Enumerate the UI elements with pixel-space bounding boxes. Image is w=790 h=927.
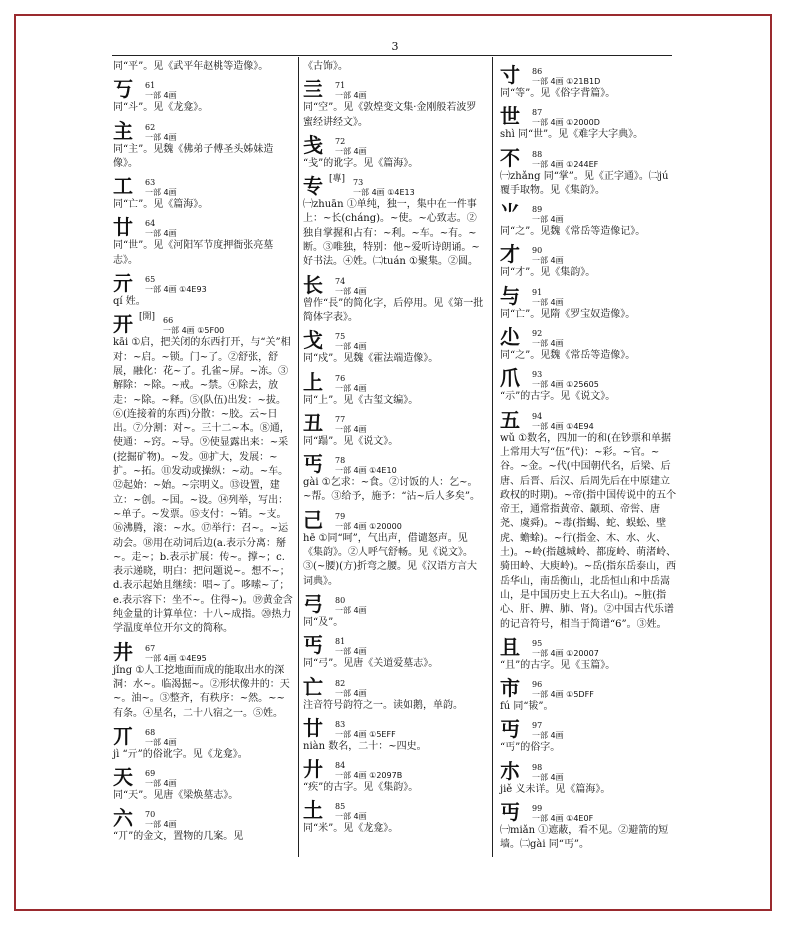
dictionary-entry (500, 198, 678, 239)
radical-stroke-code: 一部 4画 ①2000D (532, 118, 600, 128)
radical-stroke-code: 一部 4画 (145, 91, 177, 101)
dictionary-entry (303, 505, 485, 589)
definition-text: “示”的古字。见《说文》。 (500, 391, 616, 403)
dictionary-entry (113, 637, 293, 721)
entry-header (113, 309, 293, 336)
dictionary-entry (500, 101, 678, 142)
entry-header (500, 405, 678, 432)
radical-stroke-code: 一部 4画 (145, 779, 177, 789)
entry-header (113, 803, 293, 830)
definition-text: 同“上”。见《古玺文编》。 (303, 394, 419, 406)
dictionary-entry (500, 714, 678, 755)
radical-stroke-code: 一部 4画 (532, 772, 564, 782)
radical-stroke-code: 一部 4画 (335, 383, 367, 393)
entry-meta (532, 150, 598, 170)
entry-meta (532, 412, 594, 432)
radical-stroke-code: 一部 4画 (145, 188, 177, 198)
dictionary-entry (303, 795, 485, 836)
header-rule (112, 55, 672, 56)
column-divider (492, 57, 493, 857)
entry-header (303, 408, 485, 435)
entry-number: 97 (532, 721, 543, 731)
radical-stroke-code: 一部 4画 ①4E94 (532, 421, 594, 431)
entry-header (500, 198, 678, 225)
entry-number: 89 (532, 205, 543, 215)
entry-number: 77 (335, 414, 346, 424)
radical-stroke-code: 一部 4画 ①21B1D (532, 77, 601, 86)
headword: ⺌ (500, 201, 520, 226)
entry-meta (335, 637, 367, 657)
entry-number: 67 (145, 643, 156, 653)
headword: 天 (113, 765, 133, 790)
entry-meta (145, 123, 177, 143)
entry-meta (335, 277, 367, 297)
entry-meta (532, 246, 564, 266)
dictionary-entry (500, 632, 678, 673)
entry-meta (532, 108, 600, 128)
entry-number: 80 (335, 595, 346, 605)
entry-meta (335, 456, 397, 476)
radical-stroke-code: 一部 4画 (532, 339, 564, 349)
entry-meta (335, 137, 367, 157)
radical-stroke-code: 一部 4画 ①5F00 (163, 326, 225, 336)
definition-text: jǐng ①人工挖地面而成的能取出水的深洞：水~。临渴掘~。②形状像井的：天~。油~。③整齐，有秩序：~然。~~有条。④星名，二十八宿之一。⑤姓。 (113, 664, 290, 719)
radical-stroke-code: 一部 4画 ①4E13 (353, 188, 415, 198)
entry-number: 90 (532, 246, 543, 256)
radical-stroke-code: 一部 4画 (532, 215, 564, 225)
entry-header (303, 754, 485, 781)
radical-stroke-code: 一部 4画 (335, 812, 367, 822)
entry-meta (532, 205, 564, 225)
entry-header (113, 116, 293, 143)
entry-number: 94 (532, 411, 543, 421)
variant-form: [專] (329, 174, 346, 185)
entry-meta (335, 596, 367, 616)
dictionary-entry (303, 171, 485, 269)
entry-number: 71 (335, 81, 346, 91)
entry-header (303, 630, 485, 657)
entry-meta (353, 178, 415, 198)
definition-text: 同“主”。见魏《佛弟子傅圣头姊妹造像》。 (113, 143, 274, 169)
definition-text: niàn 数名，二十：~四史。 (303, 740, 427, 752)
variant-form: [開] (139, 312, 156, 323)
entry-number: 96 (532, 680, 543, 690)
entry-meta (145, 178, 177, 198)
entry-header (113, 171, 293, 198)
entry-number: 86 (532, 67, 543, 76)
definition-text: 同“弓”。见唐《关道爱墓志》。 (303, 658, 439, 670)
radical-stroke-code: 一部 4画 ①2097B (335, 771, 403, 781)
definition-text: jiě 义未详。见《篇海》。 (500, 783, 611, 795)
radical-stroke-code: 一部 4画 (145, 737, 177, 747)
dictionary-entry (303, 270, 485, 326)
headword: 爪 (500, 366, 520, 391)
dictionary-entry (303, 754, 485, 795)
radical-stroke-code: 一部 4画 (532, 731, 564, 741)
entry-meta (145, 810, 177, 830)
entry-number: 95 (532, 638, 543, 648)
headword: 与 (500, 283, 520, 308)
radical-stroke-code: 一部 4画 (145, 229, 177, 239)
definition-text: kāi ①启，把关闭的东西打开，与“关”相对：~启。~锁。门~了。②舒张，舒展，融化：花~了。孔雀~屏。~冻。③解除：~除。~戒。~禁。④除去，放走：~除。~释。⑤(队伍)出发：~拔。⑥(连接着的东西)分散：~胶。云~日出。⑦分割：对~。三十二~本。⑧通，使通：~窍。~导。⑨使显露出来：~采(挖掘矿物)。~发。⑩扩大，发展：~扩。~拓。⑪发动或操纵：~动。~车。⑫起始：~始。~宗明义。⑬设置，建立：~创。~国。~设。⑭列举，写出：~单子。~发票。⑮支付：~销。~支。⑯沸腾，滚：~水。⑰举行：召~。~运动会。⑱用在动词后边(a.表示分离：掰~。走~；b.表示扩展：传~。撑~；c.表示递晓，明白：把问题说~。想不~；d.表示起始且继续：唱~了。哆嗦~了；e.表示容下：坐不~。住得~)。⑲黄金含纯金量的计算单位：十八~成指。⑳热力学温度单位开尔文的简称。 (113, 337, 293, 635)
column-divider (298, 57, 299, 857)
radical-stroke-code: 一部 4画 ①5EFF (335, 729, 396, 739)
entry-number: 61 (145, 81, 156, 91)
column-1 (113, 60, 293, 845)
headword: 六 (113, 806, 133, 831)
entry-header (303, 795, 485, 822)
dictionary-entry (113, 116, 293, 172)
entry-meta (335, 720, 396, 740)
dictionary-entry (500, 239, 678, 280)
entry-header (303, 270, 485, 297)
entry-header (113, 74, 293, 101)
dictionary-entry (303, 408, 485, 449)
headword: 市 (500, 676, 520, 701)
headword: 开 (113, 312, 133, 337)
headword: 弓 (303, 591, 323, 616)
headword: 丐 (303, 452, 323, 477)
entry-meta (145, 728, 177, 748)
continued-text: 同“平”。见《武平年赵桃等造像》。 (113, 61, 269, 72)
dictionary-entry (113, 762, 293, 803)
entry-header (500, 673, 678, 700)
entry-header (500, 239, 678, 266)
entry-meta (532, 288, 564, 308)
definition-text: gài ①乞求：~食。②讨饭的人：乞~。~帮。③给予，施予：“沾~后人多矣”。 (303, 477, 480, 503)
entry-number: 88 (532, 149, 543, 159)
entry-number: 64 (145, 219, 156, 229)
entry-number: 62 (145, 122, 156, 132)
headword: 亖 (303, 77, 323, 102)
headword: 亡 (303, 674, 323, 699)
radical-stroke-code: 一部 4画 (335, 91, 367, 101)
definition-text: 同“之”。见魏《常岳等造像》。 (500, 350, 636, 362)
dictionary-entry (303, 325, 485, 366)
entry-meta (532, 680, 594, 700)
entry-number: 91 (532, 287, 543, 297)
entry-number: 83 (335, 719, 346, 729)
headword: 己 (303, 507, 323, 532)
headword: 朩 (500, 758, 520, 783)
headword: 戋 (303, 132, 323, 157)
entry-header (113, 637, 293, 664)
entry-meta (335, 332, 367, 352)
definition-text: 同“戍”。见魏《霍法端造像》。 (303, 353, 439, 365)
entry-number: 87 (532, 108, 543, 118)
definition-text: hē ①同“呵”，气出声，借谴怒声。见《集韵》。②人呼气舒畅。见《说文》。③(~腰)(方)折弯之腰。见《汉语方言大词典》。 (303, 532, 477, 587)
radical-stroke-code: 一部 4画 ①20007 (532, 648, 599, 658)
entry-number: 65 (145, 275, 156, 285)
entry-header (500, 101, 678, 128)
radical-stroke-code: 一部 4画 (335, 146, 367, 156)
definition-text: 同“才”。见《集韵》。 (500, 267, 596, 279)
entry-header (303, 74, 485, 101)
entry-meta (163, 316, 224, 336)
dictionary-entry (113, 212, 293, 268)
definition-text: 同“空”。见《敦煌变文集·金刚般若波罗蜜经讲经文》。 (303, 102, 477, 128)
headword: 世 (500, 104, 520, 129)
headword: 专 (303, 174, 323, 199)
entry-header (500, 322, 678, 349)
dictionary-entry (303, 449, 485, 505)
definition-text: shì 同“世”。见《难字大字典》。 (500, 129, 644, 141)
headword: 土 (303, 798, 323, 823)
entry-meta (145, 275, 207, 295)
dictionary-entry (303, 630, 485, 671)
definition-text: 同“世”。见《河阳军节度押衙张亮墓志》。 (113, 240, 274, 266)
entry-meta (532, 639, 599, 659)
entry-header (113, 762, 293, 789)
entry-meta (335, 761, 402, 781)
headword: 廾 (303, 757, 323, 782)
entry-number: 79 (335, 511, 346, 521)
entry-header (113, 212, 293, 239)
entry-meta (335, 802, 367, 822)
entry-header (303, 171, 485, 198)
headword: 主 (113, 118, 133, 143)
definition-text: qí 姓。 (113, 296, 146, 308)
entry-header (303, 672, 485, 699)
entry-meta (532, 804, 593, 824)
entry-number: 78 (335, 456, 346, 466)
entry-number: 72 (335, 136, 346, 146)
entry-number: 73 (353, 178, 364, 188)
dictionary-entry (113, 268, 293, 309)
headword: 才 (500, 242, 520, 267)
column-2 (303, 60, 485, 837)
headword: 且 (500, 634, 520, 659)
entry-meta (145, 769, 177, 789)
headword: 井 (113, 639, 133, 664)
dictionary-entry (113, 171, 293, 212)
entry-header (500, 60, 678, 87)
definition-text: 同“斗”。见《龙龛》。 (113, 102, 209, 114)
dictionary-entry (500, 673, 678, 714)
dictionary-entry (500, 797, 678, 853)
radical-stroke-code: 一部 4画 ①20000 (335, 521, 402, 531)
page-number: 3 (391, 40, 399, 53)
entry-meta (335, 374, 367, 394)
dictionary-entry (500, 281, 678, 322)
headword: 廿 (303, 715, 323, 740)
radical-stroke-code: 一部 4画 ①244EF (532, 159, 599, 169)
headword: 丌 (113, 723, 133, 748)
headword: 丏 (500, 800, 520, 825)
definition-text: “疾”的古字。见《集韵》。 (303, 782, 419, 794)
headword: 工 (113, 174, 133, 199)
entry-meta (532, 329, 564, 349)
entry-number: 63 (145, 178, 156, 188)
entry-meta (335, 679, 367, 699)
entry-number: 76 (335, 373, 346, 383)
radical-stroke-code: 一部 4画 (335, 647, 367, 657)
column-3 (500, 60, 678, 853)
headword: 丏 (500, 717, 520, 742)
radical-stroke-code: 一部 4画 ①5DFF (532, 690, 594, 700)
entry-number: 68 (145, 727, 156, 737)
entry-header (113, 268, 293, 295)
entry-meta (532, 67, 600, 87)
headword: 丑 (303, 410, 323, 435)
entry-number: 66 (163, 316, 174, 326)
dictionary-entry (303, 589, 485, 630)
headword: 廿 (113, 215, 133, 240)
definition-text: “且”的古字。见《玉篇》。 (500, 659, 616, 671)
entry-header (303, 367, 485, 394)
entry-number: 85 (335, 802, 346, 812)
entry-number: 98 (532, 762, 543, 772)
definition-text: 同“等”。见《俗字背篇》。 (500, 88, 616, 99)
entry-header (303, 505, 485, 532)
radical-stroke-code: 一部 4画 (335, 605, 367, 615)
radical-stroke-code: 一部 4画 (532, 297, 564, 307)
definition-text: jì “亓”的俗讹字。见《龙龛》。 (113, 748, 248, 760)
dictionary-entry (303, 130, 485, 171)
headword: 丂 (113, 77, 133, 102)
entry-header (303, 130, 485, 157)
definition-text: ㈠zhuān ①单纯，独一，集中在一件事上：~长(cháng)。~使。~心致志。②独自掌握和占有：~利。~车。~有。~断。③唯独，特别：他~爱听诗朗诵。~好书法。④姓。㈡tuán ①聚集。②圆。 (303, 199, 480, 268)
radical-stroke-code: 一部 4画 ①25605 (532, 380, 599, 390)
definition-text: fú 同“韨”。 (500, 701, 554, 713)
headword: 亓 (113, 271, 133, 296)
entry-meta (532, 763, 564, 783)
continued-text: 《古饰》。 (303, 61, 348, 72)
entry-header (500, 797, 678, 824)
definition-text: “丐”的俗字。 (500, 742, 561, 754)
headword: 长 (303, 272, 323, 297)
entry-header (500, 714, 678, 741)
entry-meta (145, 219, 177, 239)
definition-text: “丌”的金文，置物的几案。见 (113, 831, 244, 843)
entry-header (303, 713, 485, 740)
entry-header (303, 449, 485, 476)
entry-header (500, 632, 678, 659)
entry-number: 75 (335, 332, 346, 342)
entry-number: 74 (335, 276, 346, 286)
radical-stroke-code: 一部 4画 (335, 424, 367, 434)
entry-header (303, 325, 485, 352)
entry-meta (145, 81, 177, 101)
radical-stroke-code: 一部 4画 ①4E93 (145, 285, 207, 295)
radical-stroke-code: 一部 4画 (532, 256, 564, 266)
dictionary-entry (303, 713, 485, 754)
radical-stroke-code: 一部 4画 (335, 342, 367, 352)
definition-text: 同“米”。见《龙龛》。 (303, 823, 399, 835)
headword: 寸 (500, 63, 520, 87)
dictionary-entry (113, 74, 293, 115)
definition-text: 同“亡”。见《篇海》。 (113, 199, 209, 211)
entry-number: 92 (532, 329, 543, 339)
entry-number: 70 (145, 810, 156, 820)
dictionary-entry (500, 60, 678, 101)
dictionary-entry (500, 405, 678, 632)
headword: 上 (303, 369, 323, 394)
definition-text: 同“及”。 (303, 616, 344, 628)
entry-meta (532, 370, 599, 390)
dictionary-entry (303, 367, 485, 408)
dictionary-entry (500, 322, 678, 363)
radical-stroke-code: 一部 4画 ①4E95 (145, 653, 207, 663)
definition-text: “戋”的讹字。见《篇海》。 (303, 157, 419, 169)
definition-text: 同“之”。见魏《常岳等造像记》。 (500, 226, 646, 238)
entry-header (500, 143, 678, 170)
entry-number: 82 (335, 678, 346, 688)
entry-header (500, 363, 678, 390)
definition-text: 同“亡”。见隋《罗宝奴造像》。 (500, 308, 636, 320)
headword: 尐 (500, 325, 520, 350)
entry-number: 69 (145, 769, 156, 779)
entry-number: 99 (532, 804, 543, 814)
dictionary-entry (500, 143, 678, 199)
entry-number: 93 (532, 370, 543, 380)
radical-stroke-code: 一部 4画 ①4E10 (335, 466, 397, 476)
dictionary-entry (113, 803, 293, 844)
headword: 不 (500, 145, 520, 170)
dictionary-entry (113, 721, 293, 762)
entry-meta (335, 415, 367, 435)
definition-text: 同“蹋”。见《说文》。 (303, 435, 399, 447)
dictionary-entry (113, 309, 293, 636)
definition-text: ㈠miǎn ①遮蔽，看不见。②避箭的短墙。㈡gài 同“丐”。 (500, 825, 669, 851)
entry-header (303, 589, 485, 616)
headword: 戈 (303, 328, 323, 353)
entry-meta (335, 81, 367, 101)
radical-stroke-code: 一部 4画 (145, 820, 177, 830)
definition-text: 曾作“長”的简化字，后停用。见《第一批简体字表》。 (303, 297, 484, 323)
entry-meta (145, 644, 207, 664)
radical-stroke-code: 一部 4画 (335, 688, 367, 698)
radical-stroke-code: 一部 4画 (335, 286, 367, 296)
dictionary-entry (303, 672, 485, 713)
definition-text: 同“天”。见唐《梁焕墓志》。 (113, 790, 239, 802)
entry-header (500, 756, 678, 783)
headword: 五 (500, 407, 520, 432)
entry-number: 84 (335, 761, 346, 771)
entry-meta (335, 512, 402, 532)
dictionary-entry (303, 74, 485, 130)
entry-header (113, 721, 293, 748)
entry-number: 81 (335, 637, 346, 647)
definition-text: 注音符号韵符之一。读如鹅，单韵。 (303, 699, 463, 711)
entry-header (500, 281, 678, 308)
radical-stroke-code: 一部 4画 ①4E0F (532, 814, 594, 824)
dictionary-entry (500, 363, 678, 404)
entry-meta (532, 721, 564, 741)
definition-text: wǔ ①数名，四加一的和(在钞票和单据上常用大写“伍”代)：~彩。~官。~谷。~金。~代(中国朝代名，后梁、后唐、后晋、后汉、后周先后在中原建立政权的时期)。~帝(指中国传说中的五个帝王，通常指黄帝、颛顼、帝喾、唐尧、虞舜)。~毒(指蝎、蛇、蜈蚣、壁虎、蟾蜍)。~行(指金、木、水、火、土)。~岭(指越城岭、都庞岭、萌渚岭、骑田岭、大庾岭)。~岳(指东岳泰山，西岳华山，南岳衡山，北岳恒山和中岳嵩山，是中国历史上五大名山)。~脏(指心、肝、脾、肺、肾)。②中国古代乐谱的记音符号，相当于简谱“6”。③姓。 (500, 432, 677, 630)
radical-stroke-code: 一部 4画 (145, 132, 177, 142)
headword: 丐 (303, 633, 323, 658)
dictionary-entry (500, 756, 678, 797)
definition-text: ㈠zhǎng 同“掌”。见《正字通》。㈡jú 覆手取物。见《集韵》。 (500, 170, 669, 196)
